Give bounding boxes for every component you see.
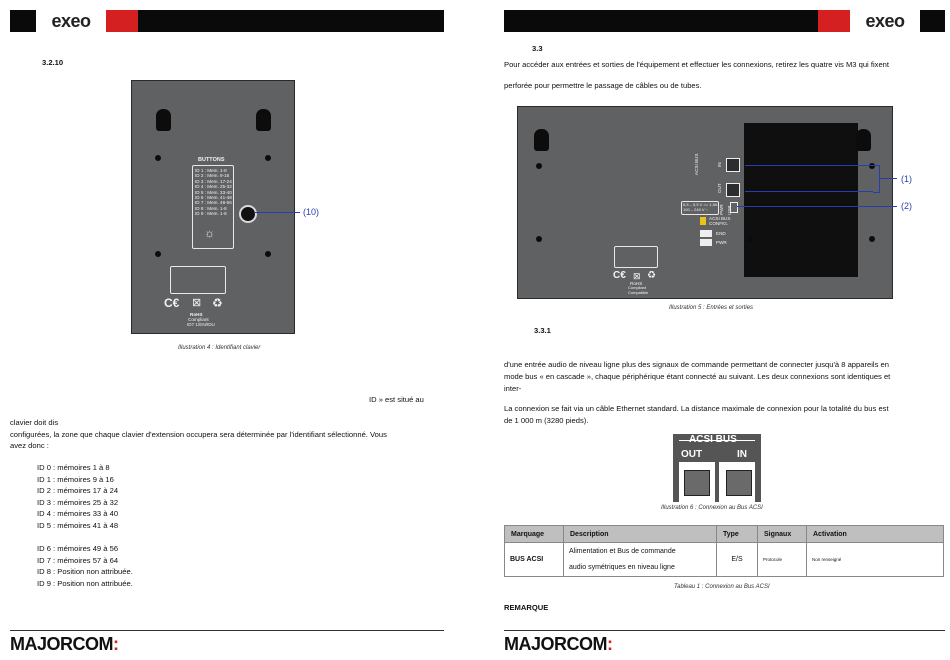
screw-hole <box>536 163 542 169</box>
table-header: Type <box>717 526 758 543</box>
keyhole-left <box>156 109 171 131</box>
intro-text-line1: Pour accéder aux entrées et sorties de l'équipement et effectuer les connexions, retirez les quatre vis M3 qui fixent <box>504 60 890 69</box>
ce-mark: C€ <box>613 270 626 281</box>
acsi-bus-vertical-label: ACSI BUS <box>694 153 699 175</box>
compliant-line: Compliant <box>628 285 647 290</box>
rj45-out-port <box>726 183 740 197</box>
usb-port <box>730 202 738 213</box>
screw-hole <box>265 251 271 257</box>
config-switch-yellow <box>700 217 706 225</box>
callout-line-1 <box>879 178 897 179</box>
screw-hole <box>155 251 161 257</box>
acsi-in-label: IN <box>737 449 747 460</box>
config-label-line: ACSI BUS <box>709 216 731 221</box>
left-page <box>0 0 450 660</box>
screw-hole <box>869 236 875 242</box>
end-switch <box>700 230 712 237</box>
majorcom-logo: MAJORCOM: <box>504 634 613 654</box>
paragraph-line: d'une entrée audio de niveau ligne plus des signaux de commande permettant de connecter jusqu'à 8 appareils en <box>504 360 889 369</box>
model-text: ID7 1/EN/IDU <box>187 322 215 327</box>
illustration-4-caption: Illustration 4 : Identifiant clavier <box>178 345 261 351</box>
power-spec-line: 100 – 240 V ~ <box>683 207 709 212</box>
exeo-logo: exeo <box>850 10 920 32</box>
memory-list-item: ID 0 : mémoires 1 à 8 <box>37 463 110 472</box>
acsi-connection-table <box>504 525 944 577</box>
pwr-switch-label: PWR <box>716 240 727 245</box>
pwr-label: PWR <box>719 204 724 215</box>
id-line: ID 7 : Mem. 49-56 <box>195 200 232 206</box>
id-line: ID 9 : Mem. 1-8 <box>195 211 227 217</box>
buttons-title: BUTTONS <box>198 157 225 163</box>
memory-list-item: ID 5 : mémoires 41 à 48 <box>37 520 119 530</box>
ce-mark: C€ <box>164 296 180 310</box>
memory-list-item: ID 7 : mémoires 57 à 64 <box>37 555 119 565</box>
screw-hole <box>747 236 753 242</box>
callout-line-out <box>745 191 873 192</box>
compliant-line: Compatible <box>628 289 649 295</box>
label-plate <box>614 246 658 268</box>
text-keypad-must: clavier doit dis <box>10 418 59 427</box>
memory-list-item: ID 6 : mémoires 49 à 56 <box>37 544 119 553</box>
recycle-icon: ♻ <box>212 296 223 310</box>
id-selector-dial <box>239 205 257 223</box>
subsection-number: 3.3.1 <box>534 326 551 335</box>
rj45-out-jack <box>684 470 710 496</box>
footer-line <box>504 630 945 631</box>
acsi-left-frame <box>673 462 679 502</box>
config-label-line: CONFIG. <box>709 221 729 227</box>
screw-hole <box>265 155 271 161</box>
paragraph-line: La connexion se fait via un câble Ethernet standard. La distance maximale de connexion pour la totalité du bus est <box>504 404 889 413</box>
out-label: OUT <box>717 183 722 193</box>
id-line: ID 3 : Mem. 17-24 <box>195 178 232 184</box>
weee-bin-icon: ⊠ <box>633 271 641 281</box>
acsi-right-frame <box>755 462 761 502</box>
rohs-text: RoHS <box>190 312 203 317</box>
callout-line-2 <box>737 206 897 207</box>
section-number: 3.2.10 <box>42 58 64 67</box>
compliant-text: Compliant <box>188 317 209 322</box>
perforated-plate <box>744 123 858 277</box>
id-line: ID 8 : Mem. 1-8 <box>195 205 227 211</box>
paragraph-line: de 1 000 m (3280 pieds). <box>504 416 589 425</box>
memory-list-item: ID 4 : mémoires 33 à 40 <box>37 509 119 518</box>
rj45-in-jack <box>726 470 752 496</box>
header-red-square <box>106 10 138 32</box>
keyhole-right <box>256 109 271 131</box>
header-bar <box>504 10 945 32</box>
callout-2: (2) <box>901 201 912 211</box>
acsi-config-label <box>709 216 730 227</box>
intro-text-line2: perforée pour permettre le passage de câbles ou de tubes. <box>504 81 702 90</box>
power-spec-line: 6,5 – 5,5 V == 1,5A <box>683 202 718 207</box>
text-id-located: ID » est situé au <box>369 395 424 404</box>
header-red-square <box>818 10 850 32</box>
header-bar <box>10 10 444 32</box>
id-list-label <box>195 168 232 217</box>
id-line: ID 6 : Mem. 41-48 <box>195 195 232 201</box>
table-header: Marquage <box>505 526 564 543</box>
paragraph-line: inter- <box>504 384 522 393</box>
illustration-5-caption: Illustration 5 : Entrées et sorties <box>669 305 754 311</box>
callout-line <box>254 212 300 213</box>
table-header: Activation <box>807 526 944 543</box>
keyhole-right <box>856 129 871 151</box>
callout-bracket <box>873 165 880 193</box>
memory-list-item: ID 2 : mémoires 17 à 24 <box>37 486 119 495</box>
id-line: ID 1 : Mem. 1-8 <box>195 168 227 173</box>
power-spec-text <box>683 202 717 212</box>
acsi-bus-figure <box>673 434 761 502</box>
rohs-text: RoHS <box>630 281 643 286</box>
screw-hole <box>155 155 161 161</box>
illustration-6-caption: Illustration 6 : Connexion au Bus ACSI <box>661 505 763 511</box>
keypad-back-figure <box>131 80 295 334</box>
table-1-caption: Tableau 1 : Connexion au Bus ACSI <box>674 584 770 590</box>
id-line: ID 2 : Mem. 9-16 <box>195 173 230 179</box>
acsi-out-label: OUT <box>681 449 703 460</box>
in-label: IN <box>717 162 722 167</box>
usb-label: USB <box>727 205 732 215</box>
id-line: ID 4 : Mem. 25-32 <box>195 184 232 190</box>
cell-type: E/S <box>717 543 758 577</box>
rj45-in-port <box>726 158 740 172</box>
exeo-logo: exeo <box>36 10 106 32</box>
screw-hole <box>536 236 542 242</box>
acsi-bracket-line <box>679 440 755 441</box>
acsi-bus-title: ACSI BUS <box>689 434 737 445</box>
memory-list-item: ID 9 : Position non attribuée. <box>37 578 133 588</box>
end-label: END <box>716 231 726 236</box>
majorcom-logo: MAJORCOM: <box>10 634 119 654</box>
cell-marquage: BUS ACSI <box>505 543 564 577</box>
cell-signaux: Protocole <box>758 543 807 577</box>
cell-activation: Non renseigné <box>807 543 944 577</box>
weee-bin-icon: ⊠ <box>192 297 202 309</box>
text-you-have: avez donc : <box>10 441 49 450</box>
table-header-row <box>505 526 944 543</box>
callout-10: (10) <box>303 207 320 217</box>
memory-list-item: ID 3 : mémoires 25 à 32 <box>37 497 119 507</box>
remarque-heading: REMARQUE <box>504 603 549 612</box>
paragraph-line: mode bus « en cascade », chaque périphérique étant connecté au suivant. Les deux connexions sont identiques et <box>504 372 891 381</box>
io-panel-figure <box>517 106 893 299</box>
table-row <box>505 543 944 577</box>
callout-1: (1) <box>901 174 912 184</box>
id-line: ID 5 : Mem. 33-40 <box>195 189 232 195</box>
memory-list-item: ID 1 : mémoires 9 à 16 <box>37 474 114 484</box>
text-configured: configurées, la zone que chaque clavier d'extension occupera sera déterminée par l'identifiant sélectionné. Vous <box>10 430 387 439</box>
footer-line <box>10 630 444 631</box>
cell-description: Alimentation et Bus de commande audio symétriques en niveau ligne <box>564 543 717 577</box>
acsi-center-divider <box>715 462 719 502</box>
section-number: 3.3 <box>532 44 543 53</box>
table-header: Signaux <box>758 526 807 543</box>
right-page <box>500 0 950 660</box>
pwr-switch <box>700 239 712 246</box>
keyhole-left <box>534 129 549 151</box>
memory-list-item: ID 8 : Position non attribuée. <box>37 567 133 576</box>
table-header: Description <box>564 526 717 543</box>
recycle-icon: ♻ <box>647 270 656 281</box>
sun-icon: ☼ <box>204 226 215 240</box>
compliant-text <box>628 286 648 295</box>
callout-line-in <box>745 165 873 166</box>
label-plate <box>170 266 226 294</box>
